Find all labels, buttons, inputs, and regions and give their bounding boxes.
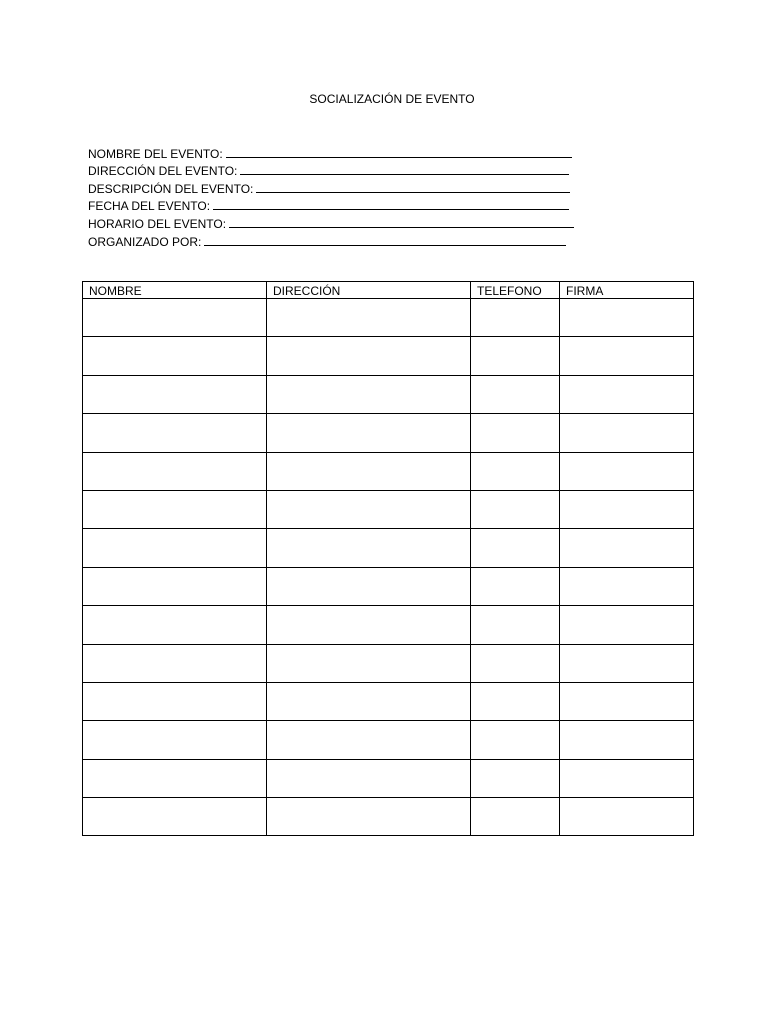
cell-firma[interactable] [560,644,694,682]
cell-direccion[interactable] [267,606,471,644]
cell-nombre[interactable] [83,375,267,413]
blank-line[interactable] [204,245,566,246]
column-header-nombre: NOMBRE [83,282,267,299]
cell-direccion[interactable] [267,375,471,413]
blank-line[interactable] [229,227,574,228]
cell-telefono[interactable] [471,759,560,797]
cell-telefono[interactable] [471,490,560,528]
field-fecha-evento [88,196,588,214]
cell-telefono[interactable] [471,798,560,836]
cell-telefono[interactable] [471,567,560,605]
field-descripcion-evento [88,178,588,196]
field-label: DESCRIPCIÓN DEL EVENTO: [88,181,254,196]
blank-line[interactable] [240,174,569,175]
cell-firma[interactable] [560,375,694,413]
cell-firma[interactable] [560,414,694,452]
cell-firma[interactable] [560,452,694,490]
cell-direccion[interactable] [267,490,471,528]
field-label: FECHA DEL EVENTO: [88,199,211,214]
blank-line[interactable] [226,157,572,158]
field-label: DIRECCIÓN DEL EVENTO: [88,164,238,179]
field-horario-evento [88,213,588,231]
cell-nombre[interactable] [83,567,267,605]
table-row [83,682,694,720]
table-row [83,644,694,682]
cell-nombre[interactable] [83,644,267,682]
cell-nombre[interactable] [83,337,267,375]
cell-telefono[interactable] [471,682,560,720]
table-row [83,375,694,413]
cell-direccion[interactable] [267,567,471,605]
cell-firma[interactable] [560,529,694,567]
table-row [83,490,694,528]
cell-firma[interactable] [560,798,694,836]
cell-telefono[interactable] [471,721,560,759]
field-label: ORGANIZADO POR: [88,234,202,249]
cell-nombre[interactable] [83,299,267,337]
cell-direccion[interactable] [267,529,471,567]
table-header-row [83,282,694,299]
table-row [83,337,694,375]
column-header-firma: FIRMA [560,282,694,299]
cell-direccion[interactable] [267,682,471,720]
event-info-fields [88,143,588,249]
field-label: HORARIO DEL EVENTO: [88,216,227,231]
cell-telefono[interactable] [471,644,560,682]
cell-firma[interactable] [560,721,694,759]
cell-firma[interactable] [560,759,694,797]
cell-firma[interactable] [560,682,694,720]
cell-telefono[interactable] [471,414,560,452]
table-row [83,721,694,759]
cell-nombre[interactable] [83,452,267,490]
field-organizado-por [88,231,588,249]
cell-direccion[interactable] [267,721,471,759]
cell-nombre[interactable] [83,606,267,644]
cell-telefono[interactable] [471,529,560,567]
cell-direccion[interactable] [267,337,471,375]
cell-firma[interactable] [560,606,694,644]
cell-telefono[interactable] [471,375,560,413]
table-row [83,299,694,337]
cell-telefono[interactable] [471,337,560,375]
table-row [83,529,694,567]
table-row [83,759,694,797]
cell-nombre[interactable] [83,414,267,452]
column-header-telefono: TELEFONO [471,282,560,299]
document-title: SOCIALIZACIÓN DE EVENTO [309,92,475,106]
field-direccion-evento [88,161,588,179]
cell-nombre[interactable] [83,490,267,528]
cell-nombre[interactable] [83,721,267,759]
cell-nombre[interactable] [83,798,267,836]
cell-nombre[interactable] [83,759,267,797]
cell-telefono[interactable] [471,606,560,644]
cell-telefono[interactable] [471,452,560,490]
cell-direccion[interactable] [267,644,471,682]
blank-line[interactable] [256,192,570,193]
cell-firma[interactable] [560,337,694,375]
cell-firma[interactable] [560,490,694,528]
table-row [83,606,694,644]
field-nombre-evento [88,143,588,161]
cell-firma[interactable] [560,567,694,605]
table-row [83,452,694,490]
cell-firma[interactable] [560,299,694,337]
cell-direccion[interactable] [267,299,471,337]
attendance-table [82,281,694,836]
cell-telefono[interactable] [471,299,560,337]
blank-line[interactable] [213,209,569,210]
cell-nombre[interactable] [83,529,267,567]
cell-nombre[interactable] [83,682,267,720]
cell-direccion[interactable] [267,759,471,797]
field-label: NOMBRE DEL EVENTO: [88,146,223,161]
cell-direccion[interactable] [267,452,471,490]
table-row [83,567,694,605]
table-row [83,414,694,452]
table-row [83,798,694,836]
cell-direccion[interactable] [267,798,471,836]
column-header-direccion: DIRECCIÓN [267,282,471,299]
cell-direccion[interactable] [267,414,471,452]
